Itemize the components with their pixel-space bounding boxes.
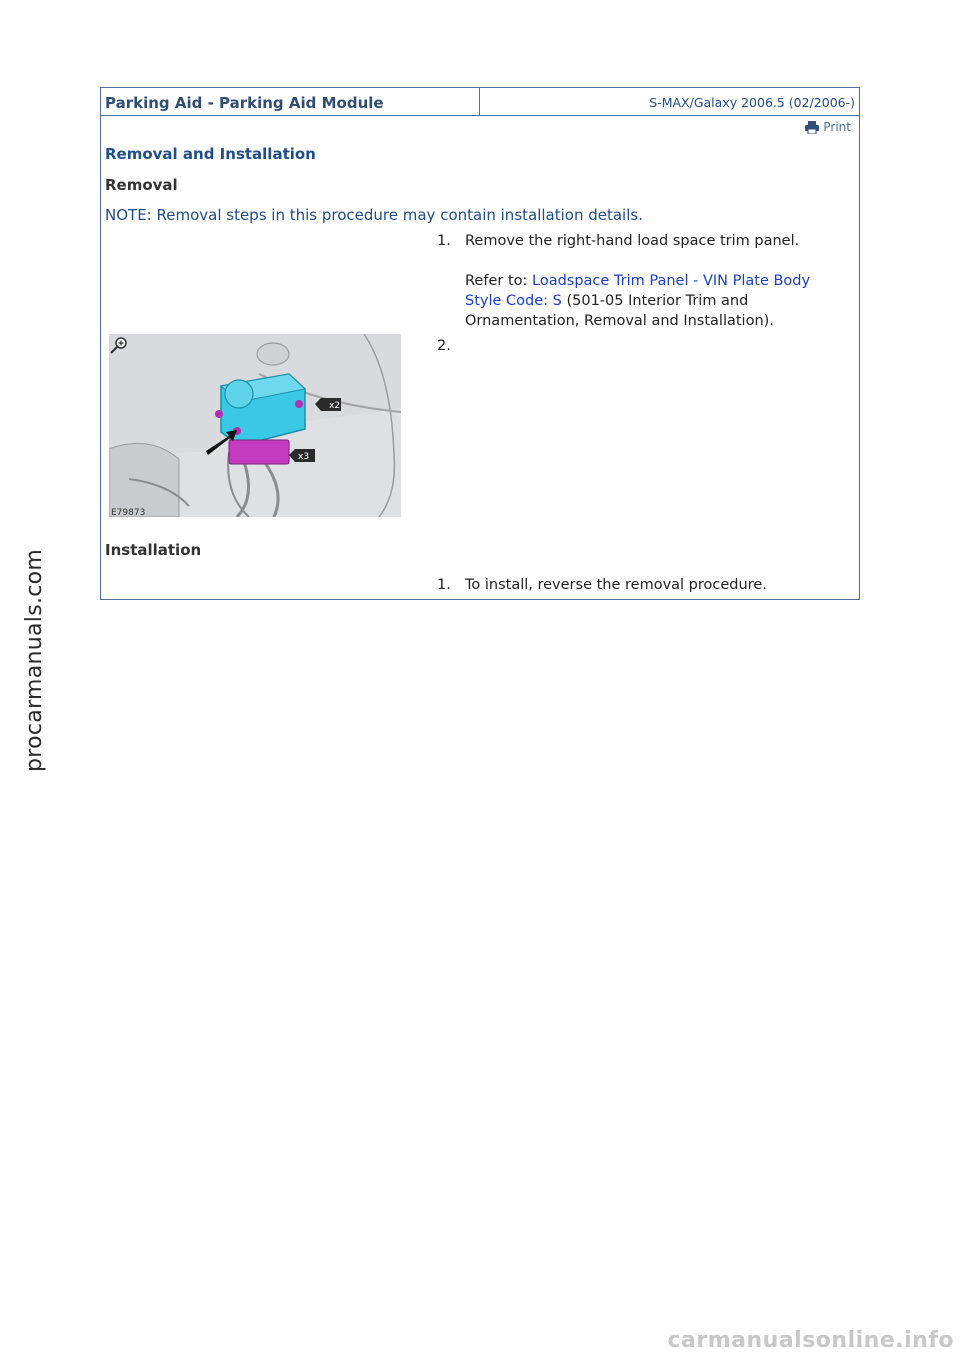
step-text: To install, reverse the removal procedure. <box>465 577 767 593</box>
printer-icon <box>805 121 819 134</box>
footer-watermark: carmanualsonline.info <box>667 1328 954 1353</box>
removal-note: NOTE: Removal steps in this procedure may contain installation details. <box>105 206 643 224</box>
step-text: Remove the right-hand load space trim panel. <box>465 233 800 249</box>
refer-link[interactable]: Loadspace Trim Panel - VIN Plate Body <box>532 273 811 289</box>
page-title: Parking Aid - Parking Aid Module <box>105 94 384 112</box>
step-number: 2. <box>437 338 451 354</box>
side-watermark <box>0 0 50 1358</box>
step-number: 1. <box>437 577 451 593</box>
refer-link-continued[interactable]: Style Code: S <box>465 293 562 309</box>
refer-suffix-continued: Ornamentation, Removal and Installation). <box>465 313 774 329</box>
model-label: S-MAX/Galaxy 2006.5 (02/2006-) <box>649 95 855 110</box>
print-label: Print <box>823 120 851 134</box>
step-number: 1. <box>437 233 451 249</box>
removal-heading: Removal <box>105 176 178 194</box>
refer-block <box>465 271 855 331</box>
callout-x2: x2 <box>329 401 341 411</box>
figure-code: E79873 <box>111 508 146 517</box>
callout-x3: x3 <box>298 452 310 462</box>
header-bar <box>101 88 859 116</box>
refer-prefix: Refer to: <box>465 273 532 289</box>
module-illustration[interactable] <box>109 334 401 517</box>
header-title-cell <box>101 88 480 115</box>
refer-suffix: (501-05 Interior Trim and <box>561 293 749 309</box>
print-button[interactable] <box>805 120 851 134</box>
side-watermark-text: procarmanuals.com <box>22 548 47 772</box>
installation-heading: Installation <box>105 541 202 559</box>
procedure-frame <box>100 87 860 600</box>
section-title: Removal and Installation <box>105 145 316 163</box>
zoom-icon[interactable] <box>109 336 129 356</box>
